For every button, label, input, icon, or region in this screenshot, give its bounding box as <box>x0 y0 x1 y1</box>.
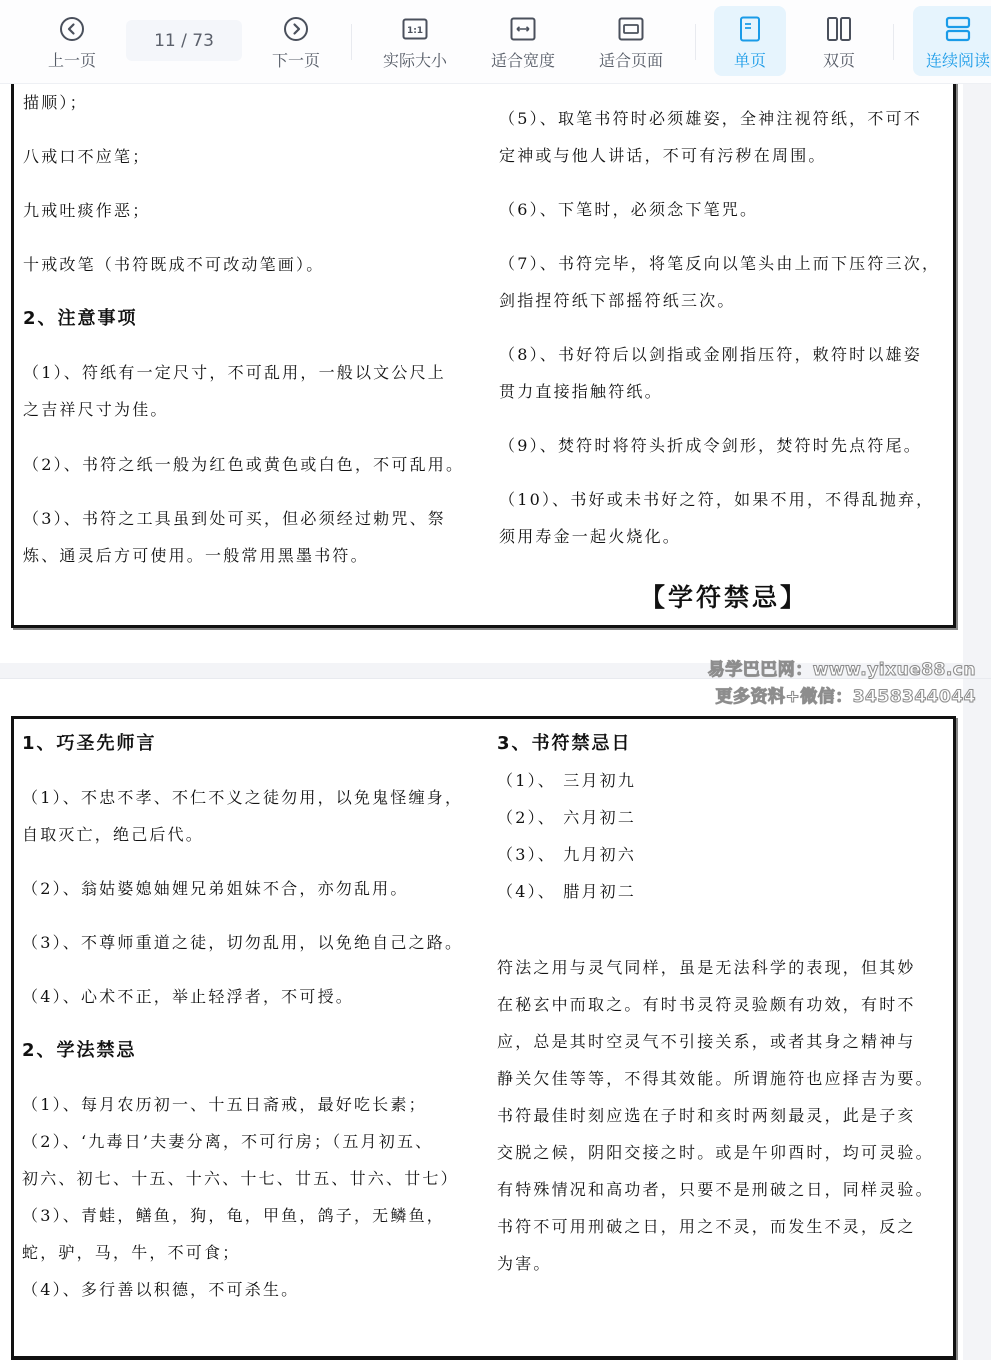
text-line: （3）、不尊师重道之徒，切勿乱用，以免绝自己之路。 <box>22 933 464 952</box>
text-line: 定神或与他人讲话，不可有污秽在周围。 <box>499 146 827 165</box>
text-line: （10）、书好或未书好之符，如果不用，不得乱抛弃， <box>499 490 935 509</box>
toolbar-divider <box>893 24 894 60</box>
document-page-12 <box>11 716 956 1360</box>
prev-page-button[interactable] <box>38 6 106 76</box>
continuous-reading-icon <box>945 16 971 42</box>
text-line: 须用寿金一起火烧化。 <box>499 527 682 546</box>
text-line: （3）、书符之工具虽到处可买，但必须经过勅咒、祭 <box>23 509 446 528</box>
text-line: 描顺）； <box>23 93 88 112</box>
fit-width-icon <box>510 16 536 42</box>
fit-page-label: 适合页面 <box>598 51 663 70</box>
next-page-label: 下一页 <box>271 51 320 70</box>
fit-width-button[interactable] <box>480 6 566 76</box>
text-line: 为害。 <box>497 1254 552 1273</box>
text-line: 有特殊情况和高功者，只要不是刑破之日，同样灵验。 <box>497 1180 934 1199</box>
section-heading: 2、注意事项 <box>23 308 138 329</box>
text-line: （5）、取笔书符时必须雄姿，全神注视符纸，不可不 <box>499 109 922 128</box>
toolbar-divider <box>351 24 352 60</box>
single-page-icon <box>737 16 763 42</box>
fit-width-label: 适合宽度 <box>490 51 555 70</box>
next-page-button[interactable] <box>262 6 330 76</box>
section-title: 【学符禁忌】 <box>640 583 809 612</box>
text-line: （2）、翁姑婆媳妯娌兄弟姐妹不合，亦勿乱用。 <box>22 879 409 898</box>
text-line: 九戒吐痰作恶； <box>23 201 151 220</box>
text-line: （8）、书好符后以剑指或金刚指压符，敕符时以雄姿 <box>499 345 922 364</box>
text-line: （4）、多行善以积德，不可杀生。 <box>22 1280 300 1299</box>
actual-size-button[interactable] <box>372 6 458 76</box>
chevron-left-circle-icon <box>59 16 85 42</box>
text-line: （4）、心术不正，举止轻浮者，不可授。 <box>22 987 354 1006</box>
single-page-button[interactable] <box>714 6 786 76</box>
text-line: 十戒改笔（书符既成不可改动笔画）。 <box>23 255 325 274</box>
page1-right-column <box>499 100 940 555</box>
double-page-label: 双页 <box>822 51 855 70</box>
text-line: 自取灭亡，绝己后代。 <box>22 825 205 844</box>
forbidden-day-item: （3）、 九月初六 <box>497 845 637 864</box>
fit-page-button[interactable] <box>588 6 674 76</box>
watermark-line-1: 易学巴巴网：www.yixue88.cn <box>707 660 976 680</box>
text-line: 在秘玄中而取之。有时书灵符灵验颇有功效，有时不 <box>497 995 916 1014</box>
chevron-right-circle-icon <box>283 16 309 42</box>
text-line: 静关欠佳等等，不得其效能。所谓施符也应择吉为要。 <box>497 1069 934 1088</box>
text-line: 交脱之候，阴阳交接之时。或是午卯酉时，均可灵验。 <box>497 1143 934 1162</box>
double-page-button[interactable] <box>806 6 872 76</box>
scroll-gutter <box>963 84 991 1360</box>
text-line: 之吉祥尺寸为佳。 <box>23 400 169 419</box>
text-line: 应，总是其时空灵气不引接关系，或者其身之精神与 <box>497 1032 916 1051</box>
text-line: 书符最佳时刻应选在子时和亥时两刻最灵，此是子亥 <box>497 1106 916 1125</box>
page2-left-column <box>22 725 463 1308</box>
text-line: 贯力直接指触符纸。 <box>499 382 663 401</box>
continuous-reading-button[interactable] <box>913 6 991 76</box>
text-line: 炼、通灵后方可使用。一般常用黑墨书符。 <box>23 546 369 565</box>
svg-text:1:1: 1:1 <box>406 26 424 36</box>
text-line: 书符不可用刑破之日，用之不灵，而发生不灵，反之 <box>497 1217 916 1236</box>
double-page-icon <box>826 16 852 42</box>
actual-size-label: 实际大小 <box>382 51 447 70</box>
page1-left-column <box>23 84 464 574</box>
text-line: （1）、每月农历初一、十五日斋戒，最好吃长素； <box>22 1095 427 1114</box>
toolbar-divider <box>695 24 696 60</box>
text-line: 蛇，驴，马，牛，不可食； <box>22 1243 241 1262</box>
forbidden-day-item: （4）、 腊月初二 <box>497 882 637 901</box>
fit-page-icon <box>618 16 644 42</box>
prev-page-label: 上一页 <box>47 51 96 70</box>
text-line: （2）、‘九毒日’夫妻分离，不可行房；（五月初五、 <box>22 1132 434 1151</box>
section-heading: 3、书符禁忌日 <box>497 733 632 754</box>
document-page-11 <box>11 60 956 628</box>
text-line: 初六、初七、十五、十六、十七、廿五、廿六、廿七） <box>22 1169 459 1188</box>
text-line: （9）、焚符时将符头折成令剑形，焚符时先点符尾。 <box>499 436 922 455</box>
text-line: （7）、书符完毕，将笔反向以笔头由上而下压符三次， <box>499 254 941 273</box>
forbidden-day-item: （2）、 六月初二 <box>497 808 637 827</box>
actual-size-icon <box>402 16 428 42</box>
text-line: （2）、书符之纸一般为红色或黄色或白色，不可乱用。 <box>23 455 465 474</box>
text-line: （3）、青蛙，鳝鱼，狗，龟，甲鱼，鸽子，无鳞鱼， <box>22 1206 445 1225</box>
text-line: （1）、不忠不孝、不仁不义之徒勿用，以免鬼怪缠身， <box>22 788 464 807</box>
viewer-toolbar <box>0 0 991 84</box>
forbidden-day-item: （1）、 三月初九 <box>497 771 637 790</box>
section-heading: 1、巧圣先师言 <box>22 733 157 754</box>
text-line: （1）、符纸有一定尺寸，不可乱用，一般以文公尺上 <box>23 363 446 382</box>
watermark-line-2: 更多资料+微信：3458344044 <box>715 687 976 707</box>
section-heading: 2、学法禁忌 <box>22 1040 137 1061</box>
single-page-label: 单页 <box>733 51 766 70</box>
text-line: 符法之用与灵气同样，虽是无法科学的表现，但其妙 <box>497 958 916 977</box>
text-line: 剑指捏符纸下部摇符纸三次。 <box>499 291 736 310</box>
page-number-input[interactable]: 11 / 73 <box>126 20 242 61</box>
text-line: 八戒口不应笔； <box>23 147 151 166</box>
text-line: （6）、下笔时，必须念下笔咒。 <box>499 200 759 219</box>
continuous-reading-label: 连续阅读 <box>925 51 990 70</box>
page2-right-column <box>497 725 934 1282</box>
